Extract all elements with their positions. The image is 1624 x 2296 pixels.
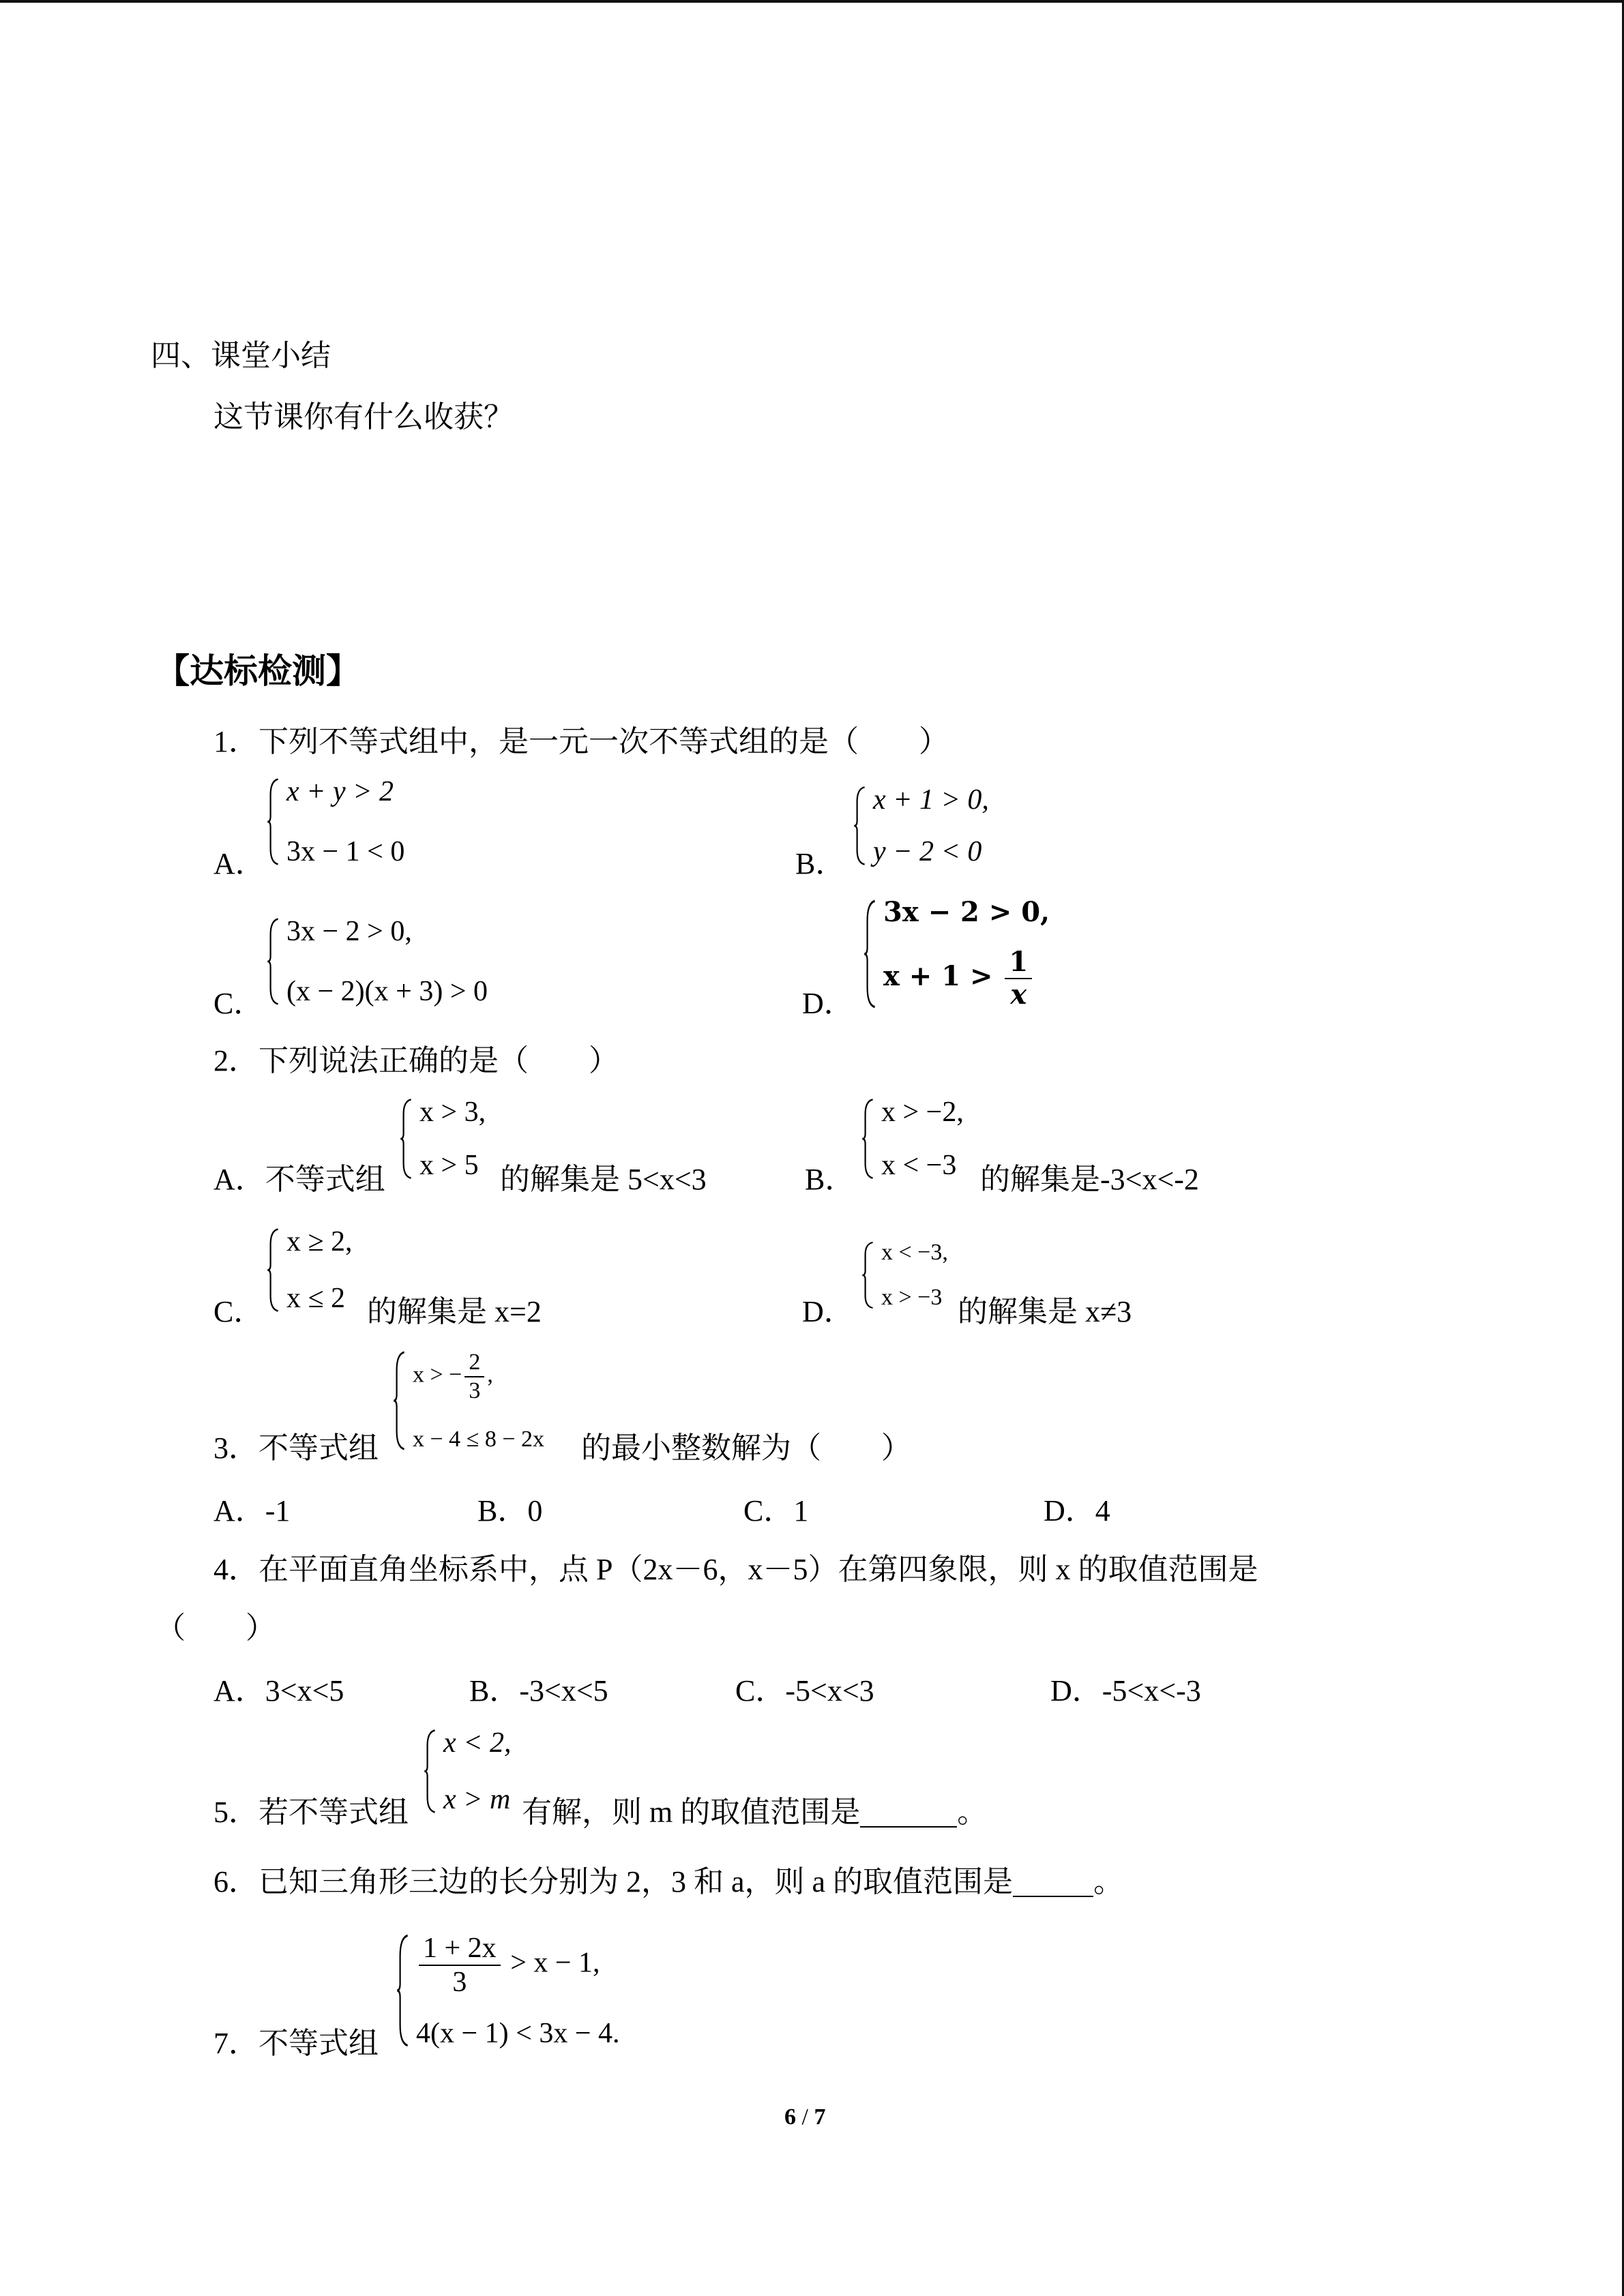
q2-option-b-label: B．	[805, 1163, 855, 1196]
q2-a-line-1: x > 3,	[419, 1097, 486, 1128]
left-brace-icon	[392, 1350, 407, 1451]
q1-option-d-label: D．	[802, 987, 854, 1020]
option-value: -1	[265, 1494, 291, 1527]
left-brace-icon	[266, 777, 281, 866]
left-brace-icon	[266, 917, 281, 1006]
q2-option-a-system	[399, 1098, 486, 1180]
q7-line-1-suffix: > x − 1,	[503, 1947, 600, 1979]
left-brace-icon	[396, 1933, 411, 2048]
q2-option-a-suffix: 的解集是 5<x<3	[500, 1163, 707, 1196]
q2-b-line-2: x < −3	[881, 1150, 957, 1181]
fraction	[1005, 948, 1032, 1009]
q3-option-c	[743, 1496, 808, 1526]
page-top-border	[0, 0, 1624, 3]
q2-option-c-system	[266, 1227, 353, 1313]
q6-answer-blank[interactable]	[1013, 1868, 1093, 1897]
option-label: A．	[213, 1674, 265, 1708]
q5-system	[423, 1729, 511, 1814]
q7-system	[396, 1933, 620, 2048]
q3-option-d	[1044, 1496, 1110, 1526]
q2-option-c-label: C．	[213, 1295, 264, 1328]
option-value: 0	[527, 1494, 543, 1527]
left-brace-icon	[853, 786, 868, 866]
q5-line-2: x > m	[443, 1784, 511, 1815]
q7-line-2: 4(x − 1) < 3x − 4.	[416, 2018, 620, 2049]
q5-answer-blank[interactable]	[860, 1799, 957, 1828]
option-label: B．	[469, 1674, 520, 1708]
option-label: D．	[1050, 1674, 1102, 1708]
option-value: -5<x<-3	[1102, 1674, 1201, 1708]
option-label: B．	[477, 1494, 528, 1527]
q3-line-1-suffix: ,	[487, 1362, 493, 1388]
q1-option-b-system	[853, 786, 989, 866]
q1-b-line-1: x + 1 > 0,	[873, 784, 989, 816]
denominator: x	[1010, 979, 1027, 1011]
q4-option-d	[1050, 1676, 1201, 1706]
q3-option-a	[213, 1496, 290, 1526]
fraction	[464, 1350, 484, 1403]
option-value: 4	[1095, 1494, 1110, 1527]
option-label: C．	[735, 1674, 786, 1708]
q3-line-2: x − 4 ≤ 8 − 2x	[413, 1427, 545, 1452]
page-total: 7	[814, 2104, 826, 2130]
summary-prompt: 这节课你有什么收获？	[213, 400, 514, 434]
q3-suffix: 的最小整数解为（ ）	[581, 1431, 911, 1465]
q4-option-b	[469, 1676, 608, 1706]
q5-suffix-text: 有解，则 m 的取值范围是	[522, 1795, 861, 1829]
q5-end-mark: 。	[957, 1795, 988, 1829]
q1-a-line-1: x + y > 2	[286, 776, 394, 807]
q4-option-c	[735, 1676, 874, 1706]
page-separator: /	[796, 2104, 814, 2130]
option-value: 1	[793, 1494, 809, 1527]
q2-option-a-label	[213, 1165, 385, 1195]
option-value: 3<x<5	[265, 1674, 344, 1708]
q1-d-line-2	[883, 948, 1050, 1009]
option-label: A．	[213, 1163, 265, 1196]
left-brace-icon	[399, 1098, 414, 1180]
q2-c-line-2: x ≤ 2	[286, 1283, 346, 1314]
q1-d-line-2-prefix: x + 1 >	[883, 960, 1003, 992]
denominator: 3	[452, 1967, 467, 1999]
q3-line-1-prefix: x > −	[413, 1362, 462, 1388]
q3-prefix: 3．不等式组	[213, 1431, 379, 1465]
option-label: A．	[213, 1494, 265, 1527]
left-brace-icon	[863, 899, 878, 1009]
left-brace-icon	[861, 1241, 876, 1309]
q4-stem-continued: （ ）	[156, 1611, 276, 1645]
q7-line-1	[416, 1933, 620, 1997]
q1-a-line-2: 3x − 1 < 0	[286, 836, 405, 867]
q2-option-d-system	[861, 1241, 948, 1309]
section-heading-summary: 四、课堂小结	[151, 339, 331, 372]
q5-prefix: 5．若不等式组	[213, 1795, 409, 1829]
q2-a-line-2: x > 5	[419, 1150, 479, 1181]
q1-stem: 1．下列不等式组中，是一元一次不等式组的是（ ）	[213, 725, 949, 758]
q1-option-c-label: C．	[213, 987, 264, 1020]
q2-option-d-label: D．	[802, 1295, 854, 1328]
option-value: -5<x<3	[785, 1674, 874, 1708]
q2-c-line-1: x ≥ 2,	[286, 1226, 353, 1257]
q7-prefix: 7．不等式组	[213, 2027, 379, 2060]
q3-line-1	[413, 1350, 544, 1403]
numerator: 2	[464, 1350, 484, 1377]
q2-option-d-suffix: 的解集是 x≠3	[958, 1295, 1132, 1328]
q1-c-line-1: 3x − 2 > 0,	[286, 916, 412, 947]
option-label: C．	[743, 1494, 794, 1527]
q2-option-b-system	[861, 1098, 964, 1180]
assessment-heading: 【达标检测】	[156, 651, 360, 691]
q1-d-line-1: 3x − 2 > 0,	[883, 896, 1050, 928]
q5-line-1: x < 2,	[443, 1727, 512, 1759]
numerator: 1	[1005, 948, 1032, 979]
left-brace-icon	[861, 1098, 876, 1180]
q6-end-mark: 。	[1093, 1865, 1124, 1898]
option-value: -3<x<5	[519, 1674, 608, 1708]
q2-b-line-1: x > −2,	[881, 1097, 964, 1128]
q1-option-b-label: B．	[795, 847, 846, 880]
q1-option-a-label: A．	[213, 847, 265, 880]
page-number	[784, 2104, 825, 2130]
fraction	[419, 1933, 501, 1997]
q2-d-line-2: x > −3	[881, 1285, 943, 1310]
q2-stem: 2．下列说法正确的是（ ）	[213, 1044, 619, 1077]
q4-stem: 4．在平面直角坐标系中，点 P（2x－6，x－5）在第四象限，则 x 的取值范围是	[213, 1553, 1258, 1586]
denominator: 3	[469, 1377, 481, 1403]
q3-option-b	[477, 1496, 542, 1526]
q5-suffix	[522, 1795, 988, 1829]
page-current: 6	[784, 2104, 796, 2130]
numerator: 1 + 2x	[419, 1933, 501, 1966]
q2-option-c-suffix: 的解集是 x=2	[367, 1295, 542, 1328]
q1-option-c-system	[266, 917, 488, 1006]
q4-option-a	[213, 1676, 344, 1706]
q3-system	[392, 1350, 544, 1451]
option-label: D．	[1044, 1494, 1095, 1527]
q1-b-line-2: y − 2 < 0	[873, 836, 982, 867]
q6-stem-text: 6．已知三角形三边的长分别为 2，3 和 a，则 a 的取值范围是	[213, 1865, 1014, 1898]
left-brace-icon	[423, 1729, 438, 1814]
q1-option-a-system	[266, 777, 404, 866]
option-prefix: 不等式组	[265, 1163, 385, 1196]
q1-option-d-system	[863, 896, 1050, 1011]
q6-stem	[213, 1867, 1123, 1897]
left-brace-icon	[266, 1227, 281, 1313]
q2-option-b-suffix: 的解集是-3<x<-2	[980, 1163, 1199, 1196]
q1-c-line-2: (x − 2)(x + 3) > 0	[286, 976, 488, 1007]
q2-d-line-1: x < −3,	[881, 1240, 948, 1265]
